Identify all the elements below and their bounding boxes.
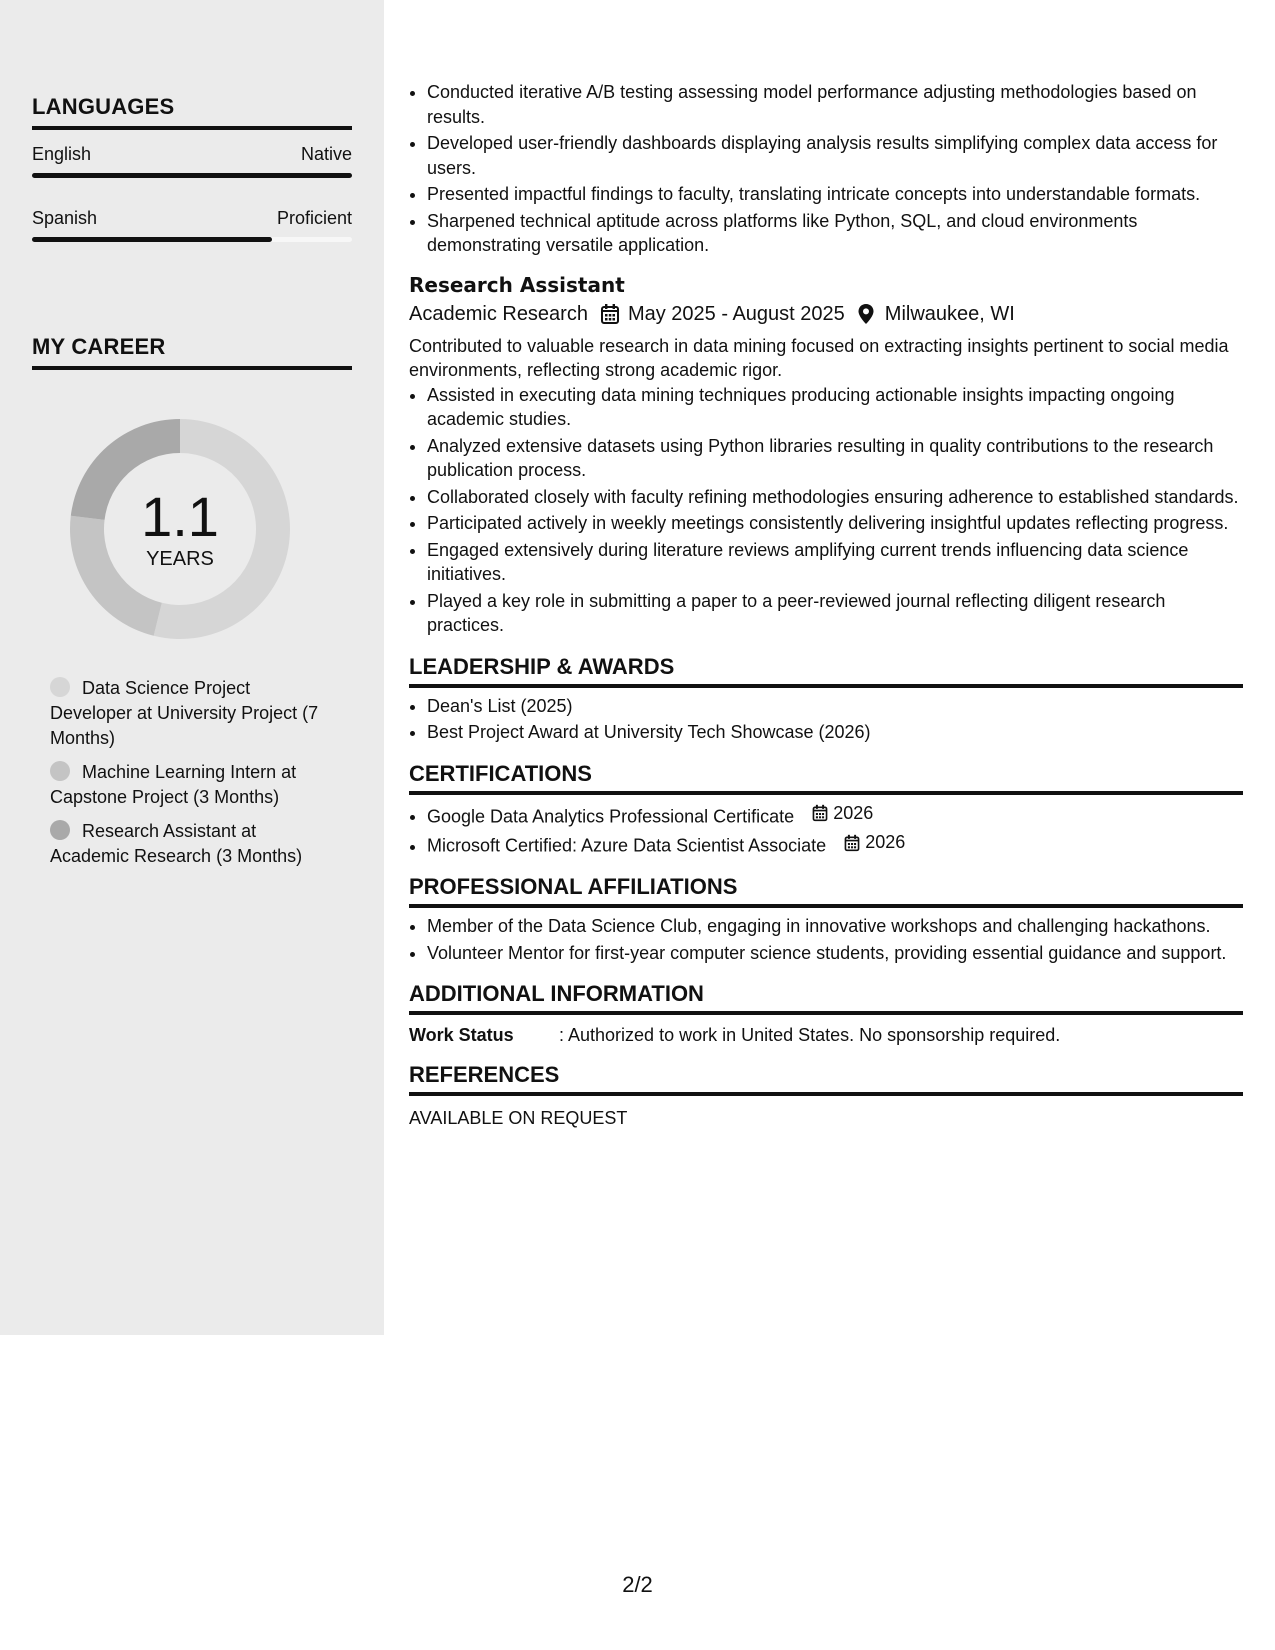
certifications-heading: CERTIFICATIONS (409, 761, 1243, 795)
legend-dot-icon (50, 820, 70, 840)
leadership-section (409, 654, 1243, 745)
references-section (409, 1062, 1243, 1129)
job-title: Research Assistant (409, 272, 625, 297)
bullet-item: • Participated actively in weekly meetings consistently delivering insightful updates reflecting progress. (427, 511, 1243, 536)
calendar-icon (600, 303, 622, 325)
language-level: Native (300, 144, 352, 164)
affiliation-item: • Member of the Data Science Club, engaging in innovative workshops and challenging hackathons. (427, 914, 1243, 939)
bullet-item: • Sharpened technical aptitude across platforms like Python, SQL, and cloud environments demonstrating versatile application. (427, 209, 1243, 258)
affiliation-item: • Volunteer Mentor for first-year computer science students, providing essential guidance and support. (427, 941, 1243, 966)
certification-year: 2026 (865, 832, 906, 853)
bullet-item: • Analyzed extensive datasets using Python libraries resulting in quality contributions to the research publication process. (427, 434, 1243, 483)
certification-item (427, 830, 1243, 858)
bullet-item: • Collaborated closely with faculty refining methodologies ensuring adherence to established standards. (427, 485, 1243, 510)
certification-name: Microsoft Certified: Azure Data Scientist Associate (427, 835, 827, 856)
affiliations-list (409, 914, 1243, 965)
work-status-label: Work Status (409, 1025, 514, 1045)
bullet-item: • Engaged extensively during literature reviews amplifying current trends influencing data science initiatives. (427, 538, 1243, 587)
language-proficiency-bar (32, 237, 352, 242)
career-legend (50, 676, 330, 878)
career-legend-label: Data Science Project Developer at University Project (7 Months) (50, 678, 319, 748)
job-description: Contributed to valuable research in data mining focused on extracting insights pertinent to social media environments, reflecting strong academic rigor. (409, 335, 1229, 380)
certification-item (427, 801, 1243, 829)
career-legend-label: Research Assistant at Academic Research (3 Months) (50, 821, 303, 866)
page-number: 2/2 (622, 1572, 653, 1597)
bullet-item: • Developed user-friendly dashboards displaying analysis results simplifying complex data access for users. (427, 131, 1243, 180)
additional-info-heading: ADDITIONAL INFORMATION (409, 981, 1243, 1015)
work-status-row (409, 1025, 1243, 1046)
legend-dot-icon (50, 677, 70, 697)
references-text: AVAILABLE ON REQUEST (409, 1108, 628, 1128)
language-item (32, 144, 352, 178)
leadership-list (409, 694, 1243, 745)
job-company: Academic Research (409, 302, 588, 325)
languages-heading: LANGUAGES (32, 94, 352, 130)
job-dates: May 2025 - August 2025 (627, 302, 845, 325)
career-legend-item (50, 819, 330, 869)
certification-year: 2026 (833, 802, 874, 823)
sidebar (0, 0, 384, 1335)
career-legend-label: Machine Learning Intern at Capstone Project (3 Months) (50, 762, 297, 807)
legend-dot-icon (50, 761, 70, 781)
bullet-item: • Assisted in executing data mining techniques producing actionable insights impacting ongoing academic studies. (427, 383, 1243, 432)
bullet-item: • Presented impactful findings to faculty, translating intricate concepts into understandable formats. (427, 182, 1243, 207)
leadership-heading: LEADERSHIP & AWARDS (409, 654, 1243, 688)
certifications-section (409, 761, 1243, 859)
calendar-icon (811, 804, 829, 822)
career-total-value: 1.1 (141, 484, 219, 548)
language-level: Proficient (276, 208, 352, 228)
calendar-icon (843, 834, 861, 852)
affiliations-section (409, 874, 1243, 965)
map-pin-icon (857, 303, 879, 325)
additional-info-section (409, 981, 1243, 1046)
award-item: • Dean's List (2025) (427, 694, 1243, 719)
language-item (32, 208, 352, 242)
work-status-value: : Authorized to work in United States. No sponsorship required. (559, 1025, 1061, 1045)
affiliations-heading: PROFESSIONAL AFFILIATIONS (409, 874, 1243, 908)
career-legend-item (50, 760, 330, 810)
bullet-item: • Conducted iterative A/B testing assessing model performance adjusting methodologies based on results. (427, 80, 1243, 129)
main-content (409, 0, 1243, 1129)
job-entry (409, 273, 1243, 638)
references-heading: REFERENCES (409, 1062, 1243, 1096)
career-total-unit: YEARS (146, 547, 214, 570)
bullet-item: • Played a key role in submitting a paper to a peer-reviewed journal reflecting diligent research practices. (427, 589, 1243, 638)
job-meta (409, 303, 1243, 326)
job-location: Milwaukee, WI (884, 302, 1015, 325)
career-legend-item (50, 676, 330, 751)
career-heading: MY CAREER (32, 334, 352, 370)
job-bullets (409, 383, 1243, 638)
language-name: English (32, 144, 92, 164)
career-section (32, 334, 352, 370)
certifications-list (409, 801, 1243, 859)
award-item: • Best Project Award at University Tech Showcase (2026) (427, 720, 1243, 745)
language-name: Spanish (32, 208, 98, 228)
career-donut-chart (66, 415, 294, 643)
languages-section (32, 94, 352, 242)
certification-name: Google Data Analytics Professional Certificate (427, 805, 795, 826)
language-proficiency-bar (32, 173, 352, 178)
previous-job-bullets (409, 80, 1243, 258)
